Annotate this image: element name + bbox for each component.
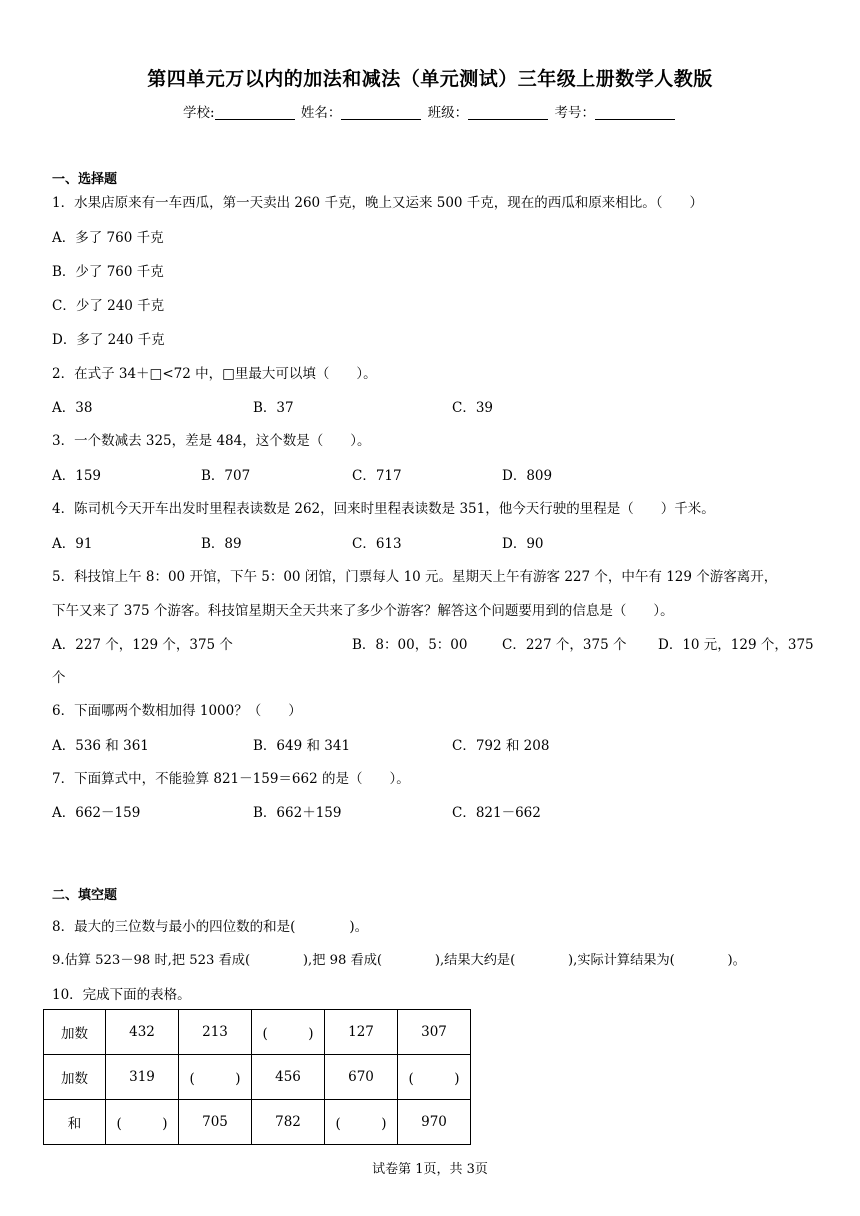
table-cell: 213	[179, 1010, 252, 1055]
question-5-text-line1: 5．科技馆上午 8：00 开馆，下午 5：00 闭馆，门票每人 10 元。星期天上午有游客 227 个，中午有 129 个游客离开，	[52, 569, 778, 585]
table-cell-blank[interactable]: ( )	[398, 1055, 471, 1100]
table-row	[44, 1010, 471, 1055]
question-6-option-a: A．536 和 361	[52, 738, 149, 754]
question-4-option-c: C．613	[352, 536, 402, 552]
question-7-option-a: A．662－159	[52, 805, 141, 821]
question-5-option-c: C．227 个，375 个	[502, 637, 627, 653]
question-1-text: 1．水果店原来有一车西瓜，第一天卖出 260 千克，晚上又运来 500 千克，现在的西瓜和原来相比。（ ）	[52, 195, 704, 211]
table-cell: 127	[325, 1010, 398, 1055]
number-label: 考号：	[554, 105, 595, 121]
question-6-text: 6．下面哪两个数相加得 1000？（ ）	[52, 703, 302, 719]
name-blank[interactable]	[341, 105, 421, 120]
table-cell: 705	[179, 1100, 252, 1145]
question-6-option-c: C．792 和 208	[452, 738, 550, 754]
question-2-option-a: A．38	[52, 400, 93, 416]
section-title-fill: 二、填空题	[52, 888, 118, 903]
question-3-text: 3．一个数减去 325，差是 484，这个数是（ ）。	[52, 433, 371, 449]
question-8-text: 8．最大的三位数与最小的四位数的和是( )。	[52, 919, 369, 935]
table-cell: 456	[252, 1055, 325, 1100]
school-label: 学校:	[183, 105, 215, 121]
table-cell-blank[interactable]: ( )	[325, 1100, 398, 1145]
table-row	[44, 1100, 471, 1145]
page-title: 第四单元万以内的加法和减法（单元测试）三年级上册数学人教版	[147, 68, 713, 90]
class-blank[interactable]	[468, 105, 548, 120]
table-cell: 加数	[44, 1010, 106, 1055]
section-title-choice: 一、选择题	[52, 172, 118, 187]
table-cell: 970	[398, 1100, 471, 1145]
question-9-text: 9.估算 523－98 时,把 523 看成( ),把 98 看成( ),结果大约是( ),实际计算结果为( )。	[52, 953, 746, 968]
question-1-option-b: B．少了 760 千克	[52, 264, 164, 280]
table-cell: 和	[44, 1100, 106, 1145]
table-cell-blank[interactable]: ( )	[179, 1055, 252, 1100]
name-label: 姓名：	[300, 105, 342, 121]
question-7-option-c: C．821－662	[452, 805, 541, 821]
table-cell: 782	[252, 1100, 325, 1145]
page-footer: 试卷第 1页，共 3页	[372, 1162, 488, 1177]
question-5-option-d-continued: 个	[52, 670, 66, 686]
question-3-option-a: A．159	[52, 468, 102, 484]
question-4-option-d: D．90	[502, 536, 544, 552]
addition-table	[43, 1009, 471, 1145]
table-cell: 319	[106, 1055, 179, 1100]
question-5-text-line2: 下午又来了 375 个游客。科技馆星期天全天共来了多少个游客？解答这个问题要用到的信息是（ ）。	[52, 603, 674, 619]
question-5-option-b: B．8：00，5：00	[352, 637, 468, 653]
question-10-text: 10．完成下面的表格。	[52, 987, 191, 1003]
student-info-line	[0, 101, 860, 121]
question-7-text: 7．下面算式中，不能验算 821－159＝662 的是（ ）。	[52, 771, 410, 787]
question-1-option-c: C．少了 240 千克	[52, 298, 165, 314]
question-4-text: 4．陈司机今天开车出发时里程表读数是 262，回来时里程表读数是 351，他今天行驶的里程是（ ）千米。	[52, 501, 715, 517]
question-5-option-d: D．10 元，129 个，375	[658, 637, 814, 653]
question-1-option-d: D．多了 240 千克	[52, 332, 165, 348]
question-3-option-d: D．809	[502, 468, 553, 484]
table-cell: 432	[106, 1010, 179, 1055]
question-4-option-a: A．91	[52, 536, 93, 552]
table-cell: 670	[325, 1055, 398, 1100]
question-4-option-b: B．89	[201, 536, 242, 552]
question-1-option-a: A．多了 760 千克	[52, 230, 164, 246]
table-cell: 加数	[44, 1055, 106, 1100]
question-3-option-b: B．707	[201, 468, 251, 484]
question-5-option-a: A．227 个，129 个，375 个	[52, 637, 233, 653]
question-2-option-c: C．39	[452, 400, 494, 416]
question-7-option-b: B．662＋159	[253, 805, 342, 821]
question-3-option-c: C．717	[352, 468, 402, 484]
question-6-option-b: B．649 和 341	[253, 738, 351, 754]
table-cell: 307	[398, 1010, 471, 1055]
question-2-option-b: B．37	[253, 400, 294, 416]
number-blank[interactable]	[595, 105, 675, 120]
table-cell-blank[interactable]: ( )	[252, 1010, 325, 1055]
table-cell-blank[interactable]: ( )	[106, 1100, 179, 1145]
school-blank[interactable]	[215, 105, 295, 120]
class-label: 班级：	[427, 105, 469, 121]
question-2-text: 2．在式子 34＋□<72 中，□里最大可以填（ ）。	[52, 366, 377, 382]
table-row	[44, 1055, 471, 1100]
